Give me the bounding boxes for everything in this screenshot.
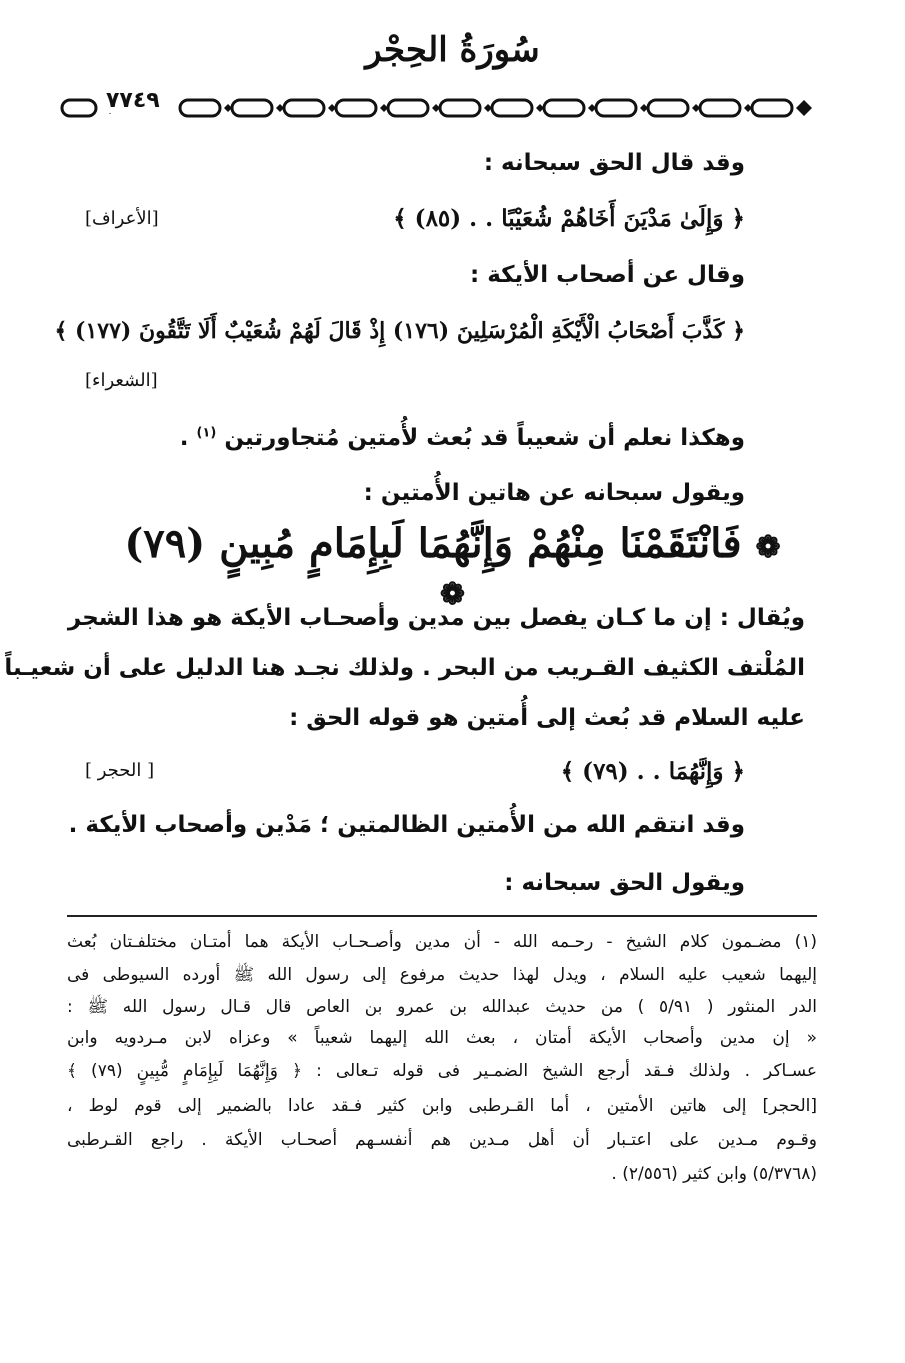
paragraph-line: عليه السلام قد بُعث إلى أُمتين هو قوله الحق : [289, 705, 805, 731]
floral-ornament-icon: ❁ [755, 529, 781, 565]
footnote-line: « إن مدين وأصحاب الأيكة أمتان ، بعث الله إليهما شعيباً » وعزاه لابن مـردويه وابن [67, 1028, 817, 1048]
footnote-marker: (١) [196, 425, 217, 441]
footnote-line: وقـوم مـدين على اعتـبار أن أهل مـدين هم أنفسـهم أصحـاب الأيكة . راجع القـرطبى [67, 1130, 817, 1150]
footnote-line: إليهما شعيب عليه السلام ، ويدل لهذا حديث مرفوع إلى رسول الله ﷺ أورده السيوطى فى [67, 965, 817, 985]
full-stop: . [179, 425, 189, 451]
footnote-divider [67, 915, 817, 917]
body-line: ويقول الحق سبحانه : [504, 870, 745, 896]
page-number: ٧٧٤٩ [100, 88, 166, 113]
body-line: ويقول سبحانه عن هاتين الأُمتين : [363, 480, 745, 506]
floral-ornament-icon: ❁ [439, 576, 466, 612]
quran-verse: ﴿ كَذَّبَ أَصْحَابُ الْأَيْكَةِ الْمُرْسَلِينَ (١٧٦) إِذْ قَالَ لَهُمْ شُعَيْبٌ أَلَا تَتَّقُونَ (١٧٧) ﴾ [54, 318, 745, 344]
body-line [180, 425, 745, 451]
body-line: وقد انتقم الله من الأُمتين الظالمتين ؛ مَدْين وأصحاب الأيكة . [68, 812, 745, 838]
surah-reference: [ الحجر ] [85, 760, 155, 781]
body-line: وقد قال الحق سبحانه : [483, 150, 745, 176]
quran-verse: ﴿ وَإِلَىٰ مَدْيَنَ أَخَاهُمْ شُعَيْبًا . . (٨٥) ﴾ [393, 205, 745, 232]
footnote-line: (٥/٣٧٦٨) وابن كثير (٢/٥٥٦) . [611, 1164, 817, 1184]
paragraph-line: المُلْتف الكثيف القـريب من البحر . ولذلك نجـد هنا الدليل على أن شعيـباً [4, 655, 805, 681]
body-text: وهكذا نعلم أن شعيباً قد بُعث لأُمتين مُتجاورتين [224, 425, 745, 451]
chain-ornament-icon [60, 90, 820, 126]
quran-verse: ﴿ وَإِنَّهُمَا . . (٧٩) ﴾ [560, 758, 745, 785]
header-ornament-band [60, 90, 820, 126]
surah-reference: [الشعراء] [85, 370, 158, 391]
body-line: وقال عن أصحاب الأيكة : [470, 262, 745, 288]
footnote-line: [الحجر] إلى هاتين الأمتين ، أما القـرطبى وابن كثير فـقد عادا بالضمير إلى قوم لوط ، [67, 1096, 817, 1116]
footnote-line: (١) مضـمون كلام الشيخ - رحـمه الله - أن مدين وأصـحـاب الأيكة هما أمتـان مختلفـتان بُعث [67, 932, 817, 952]
paragraph-line: ويُقال : إن ما كـان يفصل بين مدين وأصحـاب الأيكة هو هذا الشجر [67, 605, 805, 631]
footnote-line: عسـاكر . ولذلك فـقد أرجع الشيخ الضمـير فى قوله تـعالى : ﴿ وَإِنَّهُمَا لَبِإِمَامٍ مُّبِينٍ (٧٩) ﴾ [67, 1061, 818, 1081]
featured-verse [120, 520, 785, 614]
surah-title: سُورَةُ الحِجْر [365, 30, 540, 70]
footnote-line: الدر المنثور ( ٥/٩١ ) من حديث عبدالله بن عمرو بن العاص قال قـال رسول الله ﷺ : [67, 997, 817, 1017]
featured-verse-text: فَانْتَقَمْنَا مِنْهُمْ وَإِنَّهُمَا لَبِإِمَامٍ مُبِينٍ (٧٩) [124, 520, 742, 567]
surah-reference: [الأعراف] [85, 208, 159, 229]
